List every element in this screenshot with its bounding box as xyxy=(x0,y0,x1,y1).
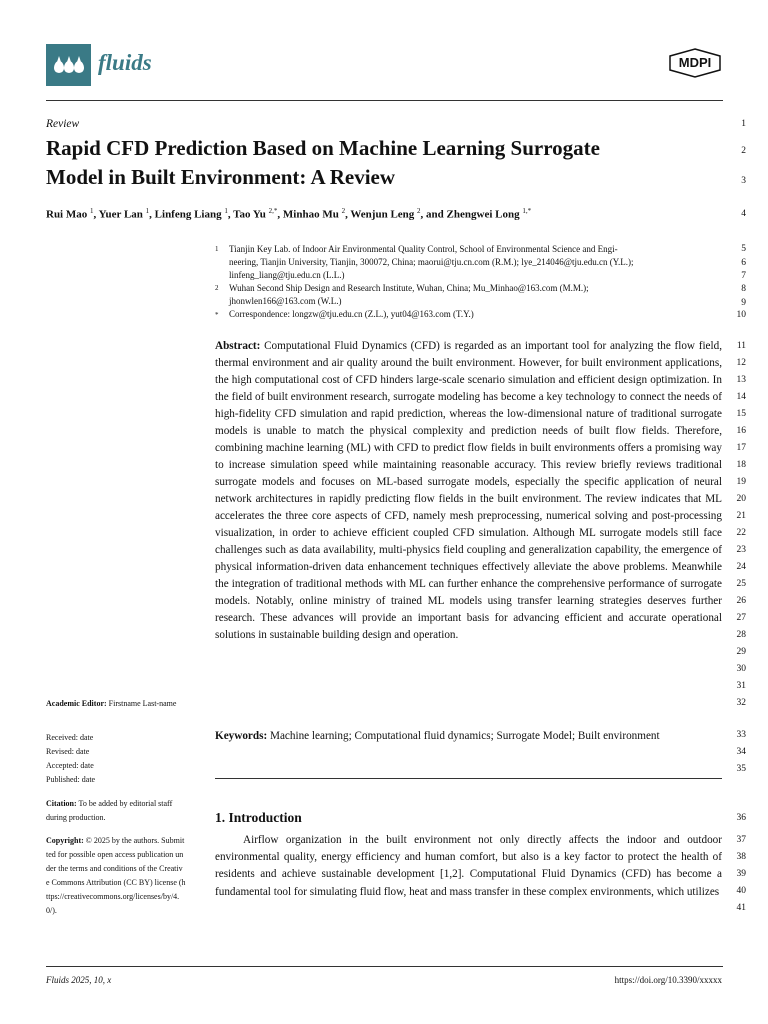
line-number: 11 xyxy=(736,341,746,351)
citation xyxy=(46,797,186,825)
copyright xyxy=(46,834,186,918)
line-number: 15 xyxy=(736,409,746,419)
copyright-value: © 2025 by the authors. Submitted for possible open access publication under the terms and conditions of the Creative Commons Attribution (CC BY) license (https://creativecommons.org/licenses/by/4.0/). xyxy=(46,836,186,915)
line-number: 2 xyxy=(741,146,746,156)
line-number: 41 xyxy=(736,903,746,913)
line-number: 23 xyxy=(736,545,746,555)
author-affil: 1 xyxy=(145,207,150,215)
title-line-1: Rapid CFD Prediction Based on Machine Learning Surrogate xyxy=(46,136,600,160)
academic-editor-label: Academic Editor: xyxy=(46,699,107,708)
line-number: 7 xyxy=(741,271,746,281)
line-number: 40 xyxy=(736,886,746,896)
journal-reference: Fluids 2025, 10, x xyxy=(46,975,112,985)
author-name: Wenjun Leng xyxy=(350,208,415,221)
author-affil: 2 xyxy=(417,207,421,215)
academic-editor-value: Firstname Last-name xyxy=(108,699,177,708)
affiliation-line: linfeng_liang@tju.edu.cn (L.L.) xyxy=(229,270,345,280)
affiliation-number: 1 xyxy=(215,245,219,253)
keywords xyxy=(215,728,722,745)
line-number: 37 xyxy=(736,835,746,845)
affiliation-line: Wuhan Second Ship Design and Research Institute, Wuhan, China; Mu_Minhao@163.com (M.M.); xyxy=(229,283,589,293)
line-number: 35 xyxy=(736,764,746,774)
abstract xyxy=(215,338,722,644)
header-divider xyxy=(46,100,723,101)
keywords-label: Keywords: xyxy=(215,730,268,742)
journal-logo-icon xyxy=(46,44,91,86)
affiliation-line: neering, Tianjin University, Tianjin, 300072, China; maorui@tju.cn.com (R.M.); lye_214046@tju.edu.cn (Y.L.); xyxy=(229,257,634,267)
affiliation-line: Tianjin Key Lab. of Indoor Air Environmental Quality Control, School of Environmental Science and Engi- xyxy=(229,244,618,254)
keywords-divider xyxy=(215,778,722,779)
line-number: 17 xyxy=(736,443,746,453)
journal-name: fluids xyxy=(98,50,152,75)
author-list: Rui Mao $^1$, Yuer Lan $^1$, Linfeng Liang $^1$, Tao Yu $^{2,*}$, Minhao Mu $^2$, Wenjun Leng $^2$, and Zhengwei Long $^{1,*}$ xyxy=(46,207,532,221)
author-affil: 1 xyxy=(224,207,228,215)
line-number: 26 xyxy=(736,596,746,606)
line-number: 12 xyxy=(736,358,746,368)
line-number: 25 xyxy=(736,579,746,589)
line-number: 19 xyxy=(736,477,746,487)
affiliation-1 xyxy=(229,243,634,282)
line-number: 16 xyxy=(736,426,746,436)
author-affil: 1,* xyxy=(522,207,532,215)
line-number: 24 xyxy=(736,562,746,572)
line-number: 30 xyxy=(736,664,746,674)
citation-label: Citation: xyxy=(46,799,77,808)
line-number: 14 xyxy=(736,392,746,402)
footer-divider xyxy=(46,966,723,967)
line-number: 10 xyxy=(736,310,746,320)
publisher-logo xyxy=(668,48,722,78)
date-accepted: Accepted: date xyxy=(46,761,94,770)
copyright-label: Copyright: xyxy=(46,836,84,845)
line-number: 4 xyxy=(741,209,746,219)
date-received: Received: date xyxy=(46,733,94,742)
affiliation-line: Correspondence: longzw@tju.edu.cn (Z.L.), yut04@163.com (T.Y.) xyxy=(229,309,474,319)
author-name: Yuer Lan xyxy=(98,208,143,221)
date-revised: Revised: date xyxy=(46,747,90,756)
line-number: 32 xyxy=(736,698,746,708)
line-number: 20 xyxy=(736,494,746,504)
keywords-text: Machine learning; Computational fluid dynamics; Surrogate Model; Built environment xyxy=(270,730,660,742)
title-line-2: Model in Built Environment: A Review xyxy=(46,165,396,189)
line-number: 33 xyxy=(736,730,746,740)
water-drop-icon xyxy=(74,61,84,73)
water-drop-icon xyxy=(54,61,64,73)
affiliation-line: jhonwlen166@163.com (W.L.) xyxy=(229,296,342,306)
line-number: 22 xyxy=(736,528,746,538)
author-name: Linfeng Liang xyxy=(154,208,222,221)
publisher-name: MDPI xyxy=(678,55,712,70)
author-affil: 2,* xyxy=(268,207,278,215)
line-number: 18 xyxy=(736,460,746,470)
line-number: 8 xyxy=(741,284,746,294)
citation-value: To be added by editorial staff during production. xyxy=(46,799,173,822)
line-number: 3 xyxy=(741,176,746,186)
affiliation-number: 2 xyxy=(215,284,219,292)
line-number: 34 xyxy=(736,747,746,757)
line-number: 27 xyxy=(736,613,746,623)
line-number: 28 xyxy=(736,630,746,640)
academic-editor xyxy=(46,697,186,711)
abstract-text: Computational Fluid Dynamics (CFD) is regarded as an important tool for analyzing the flow field, thermal environment and air quality around the built environment. However, for built environment applications, the high computational cost of CFD hinders large-scale scenario simulation and efficient design optimization. In the field of built environment research, surrogate modeling has become a key technology to connect the needs of high-fidelity CFD simulation and rapid prediction, whereas the low-dimensional nature of traditional surrogate models is unable to match the physical complexity and prediction needs of built flow fields. Therefore, combining machine learning (ML) with CFD to predict flow fields in built environments offers a promising way to increase simulation speed while maintaining reasonable accuracy. This review briefly reviews traditional surrogate models and focuses on ML-based surrogate models, especially the specific application of neural network architectures in rapidly predicting flow fields in the built environment. The review indicates that ML accelerates the three core aspects of CFD, namely mesh preprocessing, numerical solving and post-processing visualization, in order to achieve efficient coupled CFD simulation. Although ML surrogate models still face challenges such as data availability, multi-physics field coupling and generalization capability, the emergence of physical information-driven data enhancement techniques effectively alleviate the above problems. Meanwhile the integration of traditional methods with ML can further enhance the comprehensive performance of surrogate models. Notably, online ministry of trained ML models using transfer learning strategies deserves further research. These advances will provide an important basis for advancing efficient and accurate operational solutions in sustainable building design and operation. xyxy=(215,340,723,641)
author-name: Tao Yu xyxy=(233,208,266,221)
article-type: Review xyxy=(46,118,80,130)
line-number: 9 xyxy=(741,298,746,308)
author-name: Minhao Mu xyxy=(282,208,339,221)
intro-paragraph: Airflow organization in the built environment not only directly affects the indoor and outdoor environmental quality, energy efficiency and human comfort, but also is a key factor to protect the health of residents and achieve sustainable development [1,2]. Computational Fluid Dynamics (CFD) has become a fundamental tool for simulating fluid flow, heat and mass transfer in these complex environments, which utilizes xyxy=(215,834,722,898)
line-number: 31 xyxy=(736,681,746,691)
author-name: Rui Mao xyxy=(46,208,88,221)
affiliation-2 xyxy=(229,282,589,308)
line-number: 6 xyxy=(741,258,746,268)
line-number: 39 xyxy=(736,869,746,879)
article-title xyxy=(46,134,716,192)
correspondence xyxy=(229,308,474,321)
abstract-label: Abstract: xyxy=(215,340,261,352)
line-number: 13 xyxy=(736,375,746,385)
water-drop-icon xyxy=(64,61,74,73)
doi-link[interactable]: https://doi.org/10.3390/xxxxx xyxy=(614,975,722,985)
affiliation-number: * xyxy=(215,311,219,319)
line-number: 1 xyxy=(741,119,746,129)
line-number: 29 xyxy=(736,647,746,657)
author-affil: 1 xyxy=(90,207,94,215)
author-affil: 2 xyxy=(341,207,346,215)
section-heading: 1. Introduction xyxy=(215,810,302,825)
line-number: 21 xyxy=(736,511,746,521)
date-published: Published: date xyxy=(46,775,96,784)
author-name: Zhengwei Long xyxy=(446,208,520,221)
line-number: 5 xyxy=(741,244,746,254)
line-number: 36 xyxy=(736,813,746,823)
line-number: 38 xyxy=(736,852,746,862)
